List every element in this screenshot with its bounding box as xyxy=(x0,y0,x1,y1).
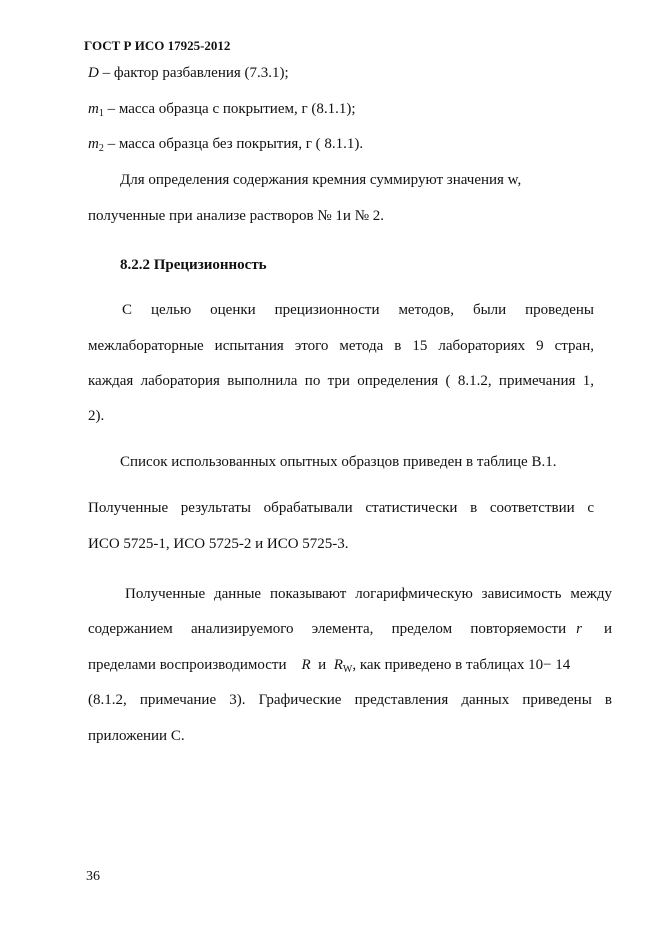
symbol-r: r xyxy=(576,621,582,637)
subscript: 1 xyxy=(98,108,104,119)
symbol-m: m xyxy=(88,101,99,117)
subscript: W xyxy=(342,664,353,675)
section-heading: 8.2.2 Прецизионность xyxy=(120,257,267,273)
definition-text: – масса образца без покрытия, г ( 8.1.1). xyxy=(103,136,364,152)
paragraph-line: Список использованных опытных образцов приведен в таблице В.1. xyxy=(120,454,557,470)
paragraph-line: 2). xyxy=(88,408,105,424)
definition-text: – масса образца с покрытием, г (8.1.1); xyxy=(103,101,356,117)
subscript: 2 xyxy=(98,143,104,154)
symbol-Rw: R xyxy=(333,657,343,673)
paragraph-line xyxy=(88,656,570,674)
paragraph-line: ИСО 5725-1, ИСО 5725-2 и ИСО 5725-3. xyxy=(88,536,349,552)
definition-m1 xyxy=(88,100,356,118)
paragraph-line: Полученные результаты обрабатывали статистически в соответствии с xyxy=(88,500,594,516)
paragraph-line xyxy=(88,620,612,638)
paragraph-line: Для определения содержания кремния суммируют значения w, xyxy=(120,172,522,188)
text-span: пределами воспроизводимости xyxy=(88,657,287,673)
text-span: и xyxy=(318,657,327,673)
definition-D xyxy=(88,64,289,82)
text-span: и xyxy=(603,621,612,637)
symbol-D: D xyxy=(88,65,99,81)
paragraph-line: С целью оценки прецизионности методов, были проведены xyxy=(122,302,594,318)
page-number: 36 xyxy=(86,869,100,884)
paragraph-line: полученные при анализе растворов № 1и № 2. xyxy=(88,208,385,224)
paragraph-line: (8.1.2, примечание 3). Графические представления данных приведены в xyxy=(88,692,612,708)
paragraph-line: каждая лаборатория выполнила по три определения ( 8.1.2, примечания 1, xyxy=(88,373,594,389)
paragraph-line: приложении С. xyxy=(88,728,185,744)
paragraph-line: межлабораторные испытания этого метода в 15 лабораториях 9 стран, xyxy=(88,338,594,354)
definition-text: – фактор разбавления (7.3.1); xyxy=(98,65,289,81)
document-header: ГОСТ Р ИСО 17925-2012 xyxy=(84,38,231,53)
definition-m2 xyxy=(88,135,363,153)
text-span: , как приведено в таблицах 10− 14 xyxy=(352,657,571,673)
symbol-R: R xyxy=(301,657,311,673)
symbol-m: m xyxy=(88,136,99,152)
text-span: содержанием анализируемого элемента, пределом повторяемости xyxy=(88,621,567,637)
paragraph-line: Полученные данные показывают логарифмическую зависимость между xyxy=(125,586,612,602)
